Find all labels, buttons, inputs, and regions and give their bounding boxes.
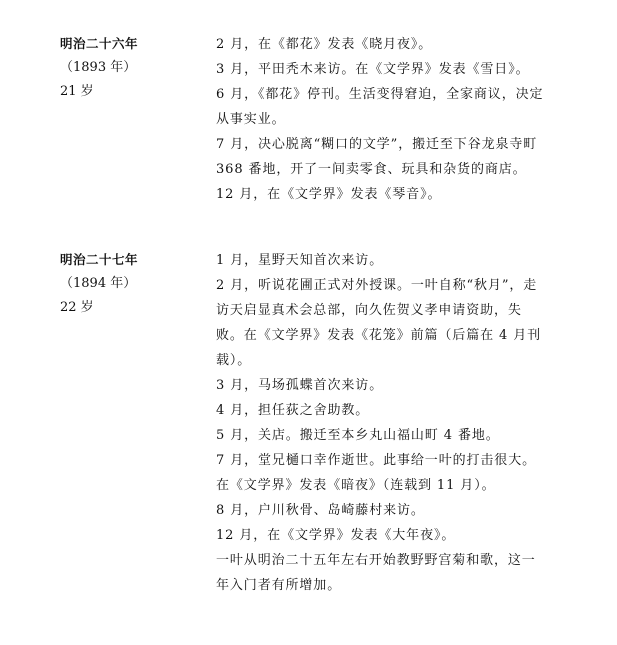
entry-events [216, 32, 558, 207]
event-line: 败。在《文学界》发表《花笼》前篇（后篇在 4 月刊 [216, 328, 542, 343]
event-line: 5 月，关店。搬迁至本乡丸山福山町 4 番地。 [216, 428, 500, 443]
entry-date-column [60, 248, 200, 320]
event-line: 2 月，在《都花》发表《晓月夜》。 [216, 37, 433, 52]
western-year: （1893 年） [60, 60, 137, 75]
event-line: 368 番地，开了一间卖零食、玩具和杂货的商店。 [216, 162, 527, 177]
era-name: 明治二十六年 [60, 36, 139, 51]
event-line: 访天启显真术会总部，向久佐贺义孝申请资助，失 [216, 303, 522, 318]
entry-events [216, 248, 558, 598]
event-line: 从事实业。 [216, 112, 286, 127]
event-line: 一叶从明治二十五年左右开始教野野宫菊和歌，这一 [216, 553, 536, 568]
event-line: 3 月，马场孤蝶首次来访。 [216, 378, 384, 393]
event-line: 6 月，《都花》停刊。生活变得窘迫，全家商议，决定 [216, 87, 544, 102]
event-line: 8 月，户川秋骨、岛崎藤村来访。 [216, 503, 425, 518]
event-line: 4 月，担任荻之舍助教。 [216, 403, 370, 418]
event-line: 在《文学界》发表《暗夜》（连载到 11 月）。 [216, 478, 496, 493]
event-line: 12 月，在《文学界》发表《大年夜》。 [216, 528, 456, 543]
event-line: 3 月，平田秃木来访。在《文学界》发表《雪日》。 [216, 62, 530, 77]
age: 21 岁 [60, 84, 94, 99]
event-line: 载）。 [216, 353, 252, 368]
event-line: 12 月，在《文学界》发表《琴音》。 [216, 187, 442, 202]
event-line: 年入门者有所增加。 [216, 578, 342, 593]
event-line: 2 月，听说花圃正式对外授课。一叶自称“秋月”，走 [216, 278, 538, 293]
event-line: 7 月，堂兄樋口幸作逝世。此事给一叶的打击很大。 [216, 453, 537, 468]
entry-date-column [60, 32, 200, 104]
event-line: 1 月，星野天知首次来访。 [216, 253, 384, 268]
age: 22 岁 [60, 300, 94, 315]
era-name: 明治二十七年 [60, 252, 139, 267]
event-line: 7 月，决心脱离“糊口的文学”，搬迁至下谷龙泉寺町 [216, 137, 538, 152]
western-year: （1894 年） [60, 276, 137, 291]
